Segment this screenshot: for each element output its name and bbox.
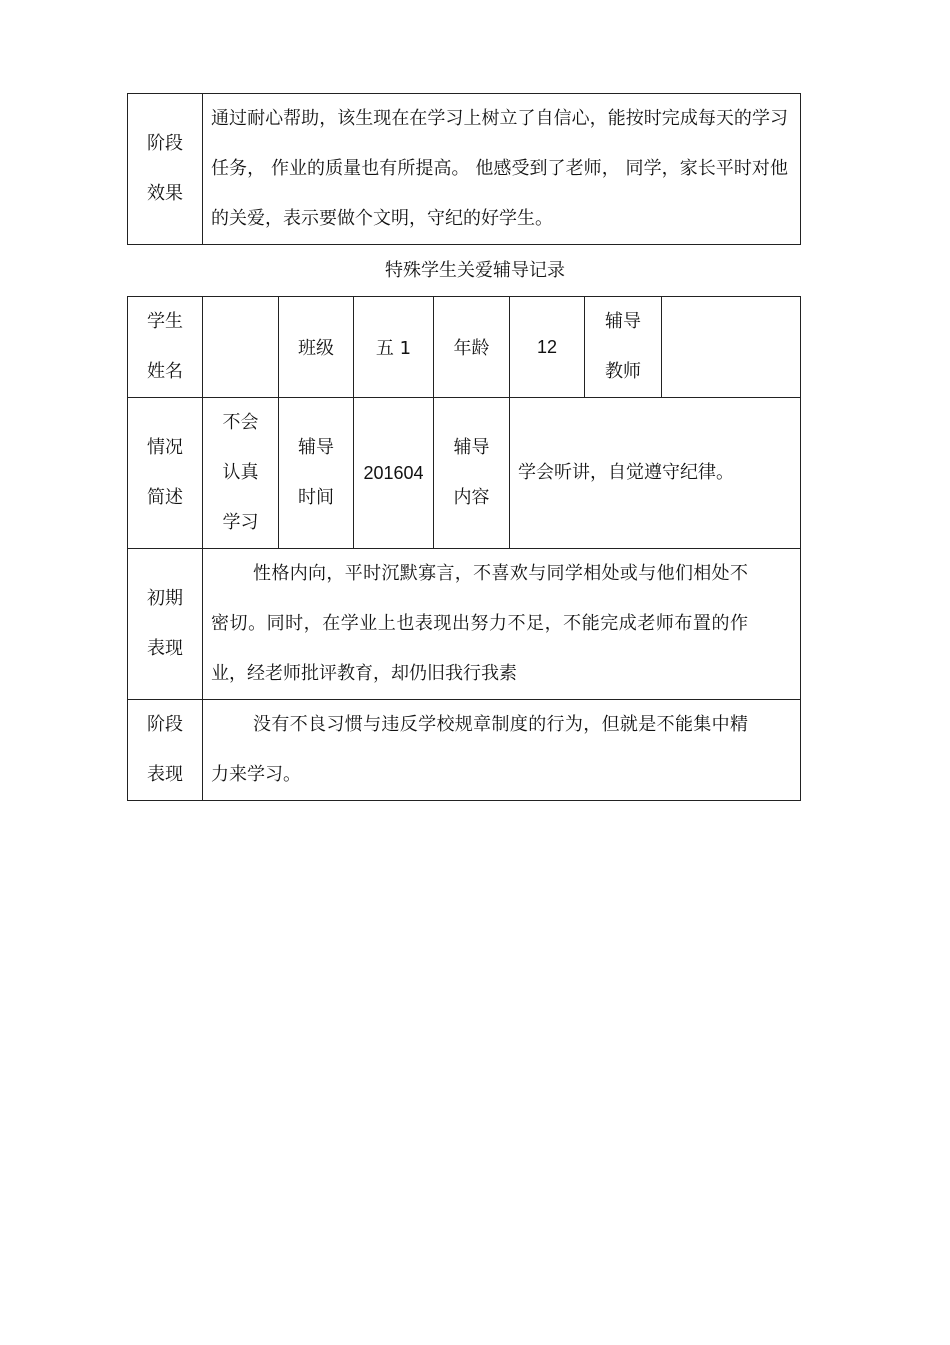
time-value: 201604: [354, 398, 434, 549]
stage-cell: [203, 700, 801, 801]
name-label: 学生 姓名: [128, 297, 203, 398]
name-value: [203, 297, 279, 398]
table-row: [128, 297, 801, 398]
initial-label: 初期 表现: [128, 549, 203, 700]
content-value: 学会听讲，自觉遵守纪律。: [518, 462, 734, 483]
stage-effect-cell: [203, 94, 801, 245]
record-title: 特殊学生关爱辅导记录: [385, 260, 565, 281]
content-label: 辅导 内容: [434, 398, 510, 549]
stage-effect-label: 阶段 效果: [128, 94, 203, 245]
table-row: [128, 700, 801, 801]
initial-text: 性格内向，平时沉默寡言，不喜欢与同学相处或与他们相处不密切。同时，在学业上也表现出努力不足，不能完成老师布置的作业，经老师批评教育，却仍旧我行我素: [211, 563, 748, 684]
situation-label: 情况 简述: [128, 398, 203, 549]
initial-cell: [203, 549, 801, 700]
content-value-cell: [510, 398, 801, 549]
age-label: 年龄: [434, 297, 510, 398]
teacher-value: [662, 297, 801, 398]
situation-value: 不会 认真 学习: [203, 398, 279, 549]
tutoring-record-table: [127, 296, 801, 801]
stage-text: 没有不良习惯与违反学校规章制度的行为，但就是不能集中精力来学习。: [211, 714, 748, 785]
table-row: [128, 398, 801, 549]
age-value: 12: [510, 297, 585, 398]
stage-label: 阶段 表现: [128, 700, 203, 801]
class-label: 班级: [279, 297, 354, 398]
teacher-label: 辅导 教师: [585, 297, 662, 398]
class-value: 五 1: [354, 297, 434, 398]
stage-effect-table: [127, 93, 801, 245]
stage-effect-text: 通过耐心帮助，该生现在在学习上树立了自信心，能按时完成每天的学习任务， 作业的质量也有所提高。 他感受到了老师， 同学，家长平时对他的关爱，表示要做个文明，守纪的好学生。: [211, 108, 788, 229]
table-row: [128, 549, 801, 700]
time-label: 辅导 时间: [279, 398, 354, 549]
